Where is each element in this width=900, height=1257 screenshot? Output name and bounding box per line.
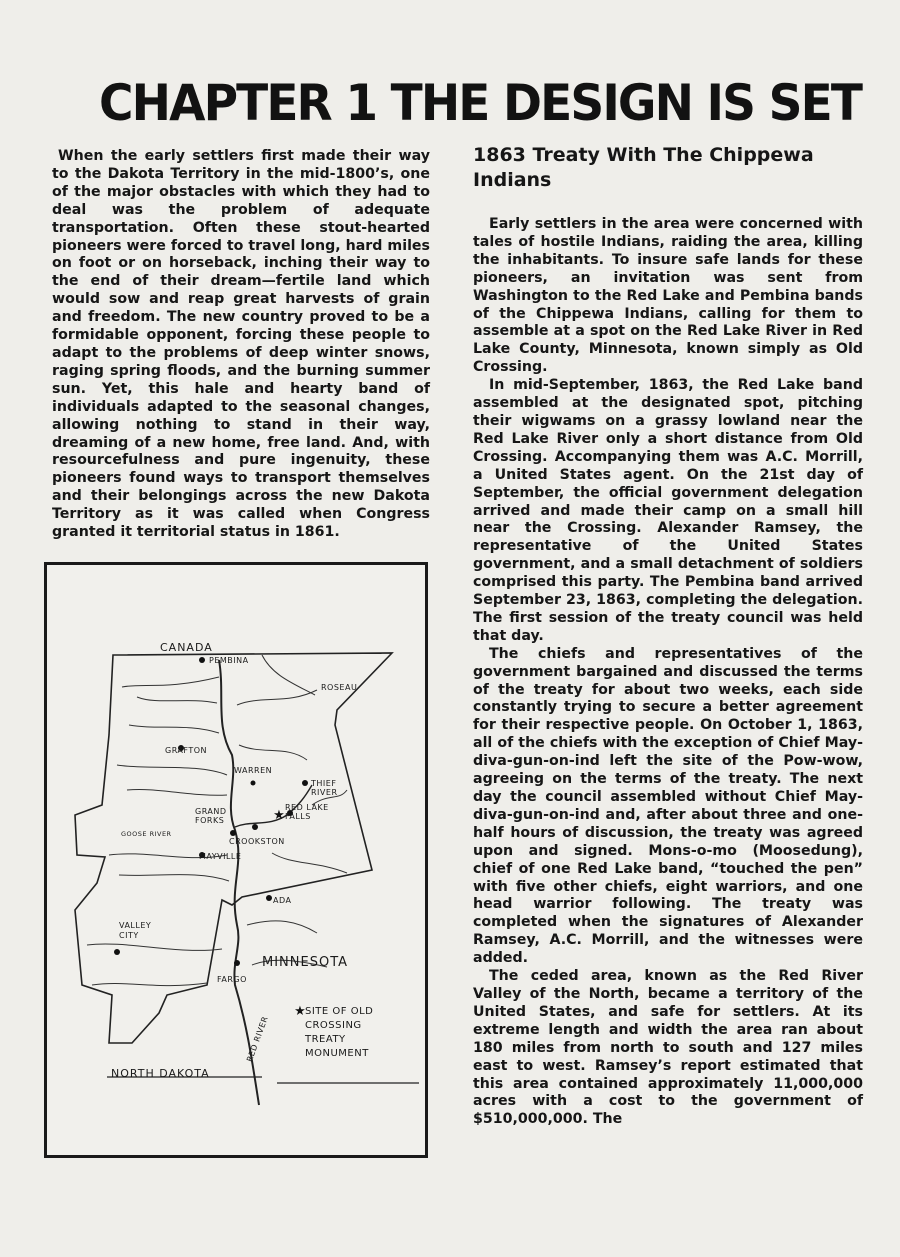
intro-paragraph: When the early settlers first made their way to the Dakota Territory in the mid-1800’s, one of the major obstacles with which they had to deal was the problem of adequate transportation. Often these stout-hearted pioneers were forced to travel long, hard miles on foot or on horseback, inching their way to the end of their dream—fertile land which would sow and reap great harvests of grain and freedom. The new country proved to be a formidable opponent, forcing these people to adapt to the problems of deep winter snows, raging spring floods, and the burning summer sun. Yet, this hale and hearty band of individuals adapted to the seasonal changes, allowing nothing to stand in their way, dreaming of a new home, free land. And, with resourcefulness and pure ingenuity, these pioneers found ways to transport themselves and their belongings across the new Dakota Territory as it was called when Congress granted it territorial status in 1861. — [52, 148, 430, 541]
treaty-paragraph-2: In mid-September, 1863, the Red Lake band assembled at the designated spot, pitching their wigwams on a grassy lowland near the Red Lake River only a short distance from Old Crossing. Accompanying them was A.C. Morrill, a United States agent. On the 21st day of September, the official government delegation arrived and made their camp on a small hill near the Crossing. Alexander Ramsey, the representative of the United States government, and a small detachment of soldiers comprised this party. The Pembina band arrived September 23, 1863, completing the delegation. The first session of the treaty council was held that day. — [473, 377, 863, 644]
label-mayville: MAYVILLE — [199, 852, 242, 861]
label-red-river: RED RIVER — [245, 1015, 270, 1064]
section-heading: 1863 Treaty With The Chippewa Indians — [473, 144, 814, 191]
page-title: CHAPTER 1 THE DESIGN IS SET — [99, 73, 861, 132]
label-grand-forks: GRAND FORKS — [195, 807, 227, 825]
intro-column — [52, 148, 430, 542]
legend-text: SITE OF OLD CROSSING TREATY MONUMENT — [305, 1006, 374, 1059]
label-roseau: ROSEAU — [321, 683, 358, 692]
treaty-column — [473, 216, 863, 1129]
label-thief-river: THIEF RIVER — [311, 779, 338, 797]
treaty-paragraph-3: The chiefs and representatives of the government bargained and discussed the terms of the treaty for about two weeks, each side constantly trying to secure a better agreement for their respective people. On October 1, 1863, all of the chiefs with the exception of Chief May-diva-gun-on-ind left the site of the Pow-wow, agreeing on the terms of the treaty. The next day the council assembled without Chief May-diva-gun-on-ind and, after about three and one-half hours of discussion, the treaty was agreed upon and signed. Mons-o-mo (Moosedung), chief of one Red Lake band, “touched the pen” with five other chiefs, eight warriors, and one head warrior following. The treaty was completed when the signatures of Alexander Ramsey, A.C. Morrill, and the witnesses were added. — [473, 645, 863, 967]
label-fargo: FARGO — [217, 975, 247, 984]
label-crookston: CROOKSTON — [229, 837, 285, 846]
label-goose-river: GOOSE RIVER — [121, 830, 172, 838]
legend-star-icon: ★ — [294, 1004, 306, 1019]
label-ada: ADA — [273, 896, 292, 905]
label-red-lake-falls: RED LAKE FALLS — [285, 803, 329, 821]
territory-map — [44, 562, 428, 1158]
territory-boundary — [75, 653, 392, 1043]
label-grafton: GRAFTON — [165, 746, 208, 755]
site-star-icon: ★ — [273, 808, 285, 823]
label-north-dakota: NORTH DAKOTA — [111, 1067, 210, 1080]
treaty-paragraph-4: The ceded area, known as the Red River Valley of the North, became a territory of the United States, and safe for settlers. At its extreme length and width the area ran about 180 miles from north to south and 127 miles east to west. Ramsey’s report estimated that this area contained approximately 11,000,000 acres with a cost to the government of $510,000,000. The — [473, 968, 863, 1128]
label-minnesota: MINNESOTA — [262, 955, 349, 970]
treaty-paragraph-1: Early settlers in the area were concerned with tales of hostile Indians, raiding the area, killing the inhabitants. To insure safe lands for these pioneers, an invitation was sent from Washington to the Red Lake and Pembina bands of the Chippewa Indians, calling for them to assemble at a spot on the Red Lake River in Red Lake County, Minnesota, known simply as Old Crossing. — [473, 216, 863, 376]
label-warren: WARREN — [234, 766, 273, 775]
label-valley-city: VALLEY CITY — [119, 921, 152, 940]
label-canada: CANADA — [160, 641, 213, 654]
label-pembina: PEMBINA — [209, 656, 249, 665]
